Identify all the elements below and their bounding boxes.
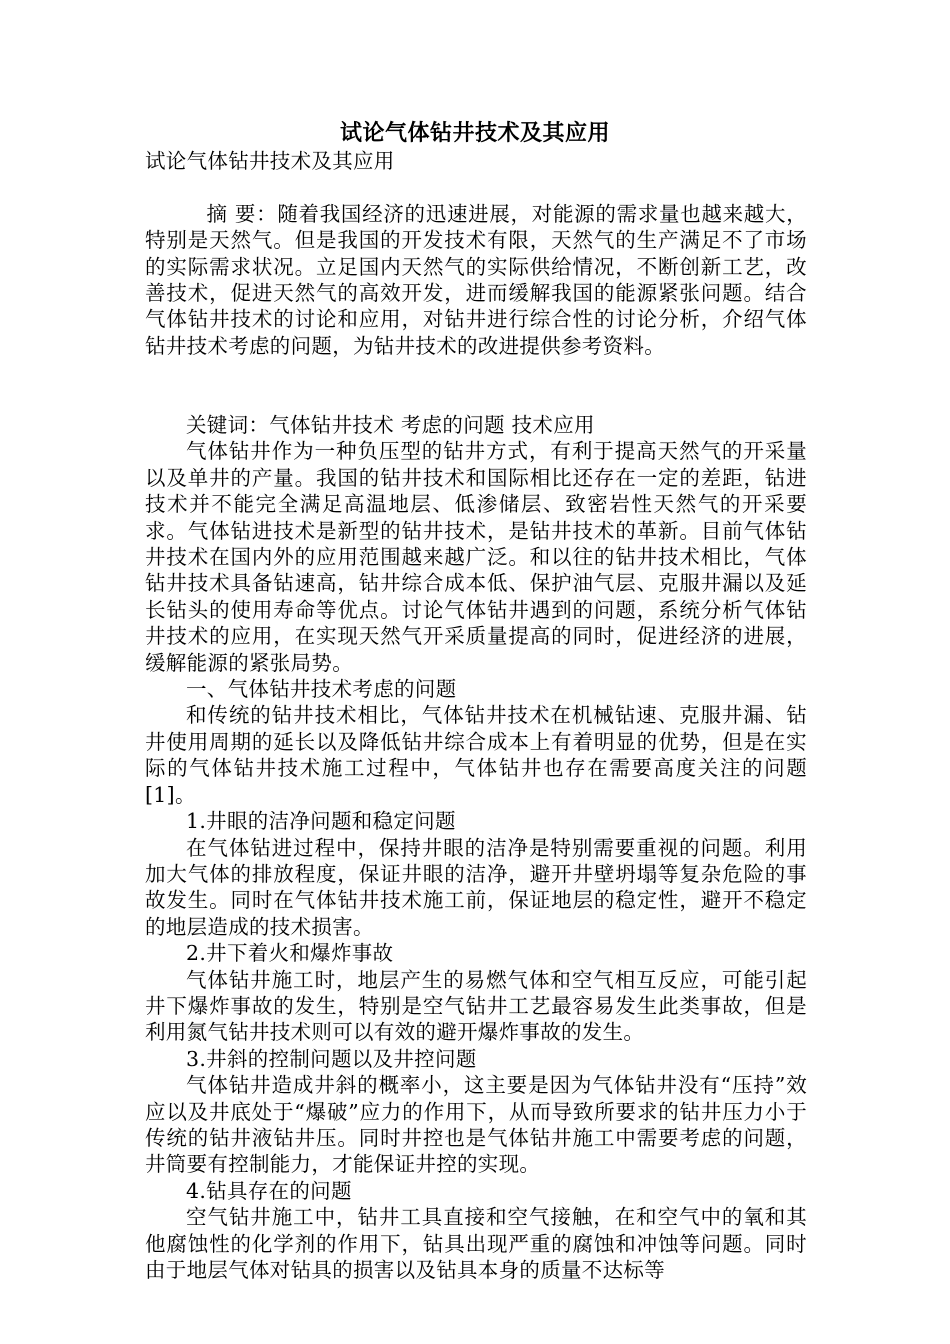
subsection-paragraph: 气体钻井施工时，地层产生的易燃气体和空气相互反应，可能引起井下爆炸事故的发生，特别是空气钻井工艺最容易发生此类事故，但是利用氮气钻井技术则可以有效的避开爆炸事故的发生。 xyxy=(145,967,807,1045)
abstract-paragraph: 摘 要：随着我国经济的迅速进展，对能源的需求量也越来越大，特别是天然气。但是我国的开发技术有限，天然气的生产满足不了市场的实际需求状况。立足国内天然气的实际供给情况，不断创新工艺，改善技术，促进天然气的高效开发，进而缓解我国的能源紧张问题。结合气体钻井技术的讨论和应用，对钻井进行综合性的讨论分析，介绍气体钻井技术考虑的问题，为钻井技术的改进提供参考资料。 xyxy=(145,201,807,358)
document-subtitle: 试论气体钻井技术及其应用 xyxy=(145,149,395,173)
section-heading: 一、气体钻井技术考虑的问题 xyxy=(186,677,457,702)
blank-line xyxy=(145,386,807,412)
section-paragraph: 和传统的钻井技术相比，气体钻井技术在机械钻速、克服井漏、钻井使用周期的延长以及降低钻井综合成本上有着明显的优势，但是在实际的气体钻井技术施工过程中，气体钻井也存在需要高度关注的问题[1]。 xyxy=(145,703,807,807)
blank-line xyxy=(145,359,807,385)
subsection-paragraph: 在气体钻进过程中，保持井眼的洁净是特别需要重视的问题。利用加大气体的排放程度，保证井眼的洁净，避开井壁坍塌等复杂危险的事故发生。同时在气体钻井技术施工前，保证地层的稳定性，避开不稳定的地层造成的技术损害。 xyxy=(145,835,807,939)
subsection-heading: 4.钻具存在的问题 xyxy=(186,1178,352,1203)
document-title: 试论气体钻井技术及其应用 xyxy=(339,120,610,146)
subsection-heading: 2.井下着火和爆炸事故 xyxy=(186,941,394,966)
subsection-paragraph: 气体钻井造成井斜的概率小，这主要是因为气体钻井没有“压持”效应以及井底处于“爆破”应力的作用下，从而导致所要求的钻井压力小于传统的钻井液钻井压。同时井控也是气体钻井施工中需要考虑的问题，井筒要有控制能力，才能保证井控的实现。 xyxy=(145,1073,807,1177)
subsection-paragraph: 空气钻井施工中，钻井工具直接和空气接触，在和空气中的氧和其他腐蚀性的化学剂的作用下，钻具出现严重的腐蚀和冲蚀等问题。同时由于地层气体对钻具的损害以及钻具本身的质量不达标等 xyxy=(145,1205,807,1283)
document-body xyxy=(145,148,807,1283)
blank-line xyxy=(145,174,807,200)
intro-paragraph: 气体钻井作为一种负压型的钻井方式，有利于提高天然气的开采量以及单井的产量。我国的钻井技术和国际相比还存在一定的差距，钻进技术并不能完全满足高温地层、低渗储层、致密岩性天然气的开采要求。气体钻进技术是新型的钻井技术，是钻井技术的革新。目前气体钻井技术在国内外的应用范围越来越广泛。和以往的钻井技术相比，气体钻井技术具备钻速高，钻井综合成本低、保护油气层、克服井漏以及延长钻头的使用寿命等优点。讨论气体钻井遇到的问题，系统分析气体钻井技术的应用，在实现天然气开采质量提高的同时，促进经济的进展，缓解能源的紧张局势。 xyxy=(145,439,807,675)
keywords-line: 关键词：气体钻井技术 考虑的问题 技术应用 xyxy=(186,413,595,438)
subsection-heading: 3.井斜的控制问题以及井控问题 xyxy=(186,1046,477,1071)
subsection-heading: 1.井眼的洁净问题和稳定问题 xyxy=(186,809,456,834)
